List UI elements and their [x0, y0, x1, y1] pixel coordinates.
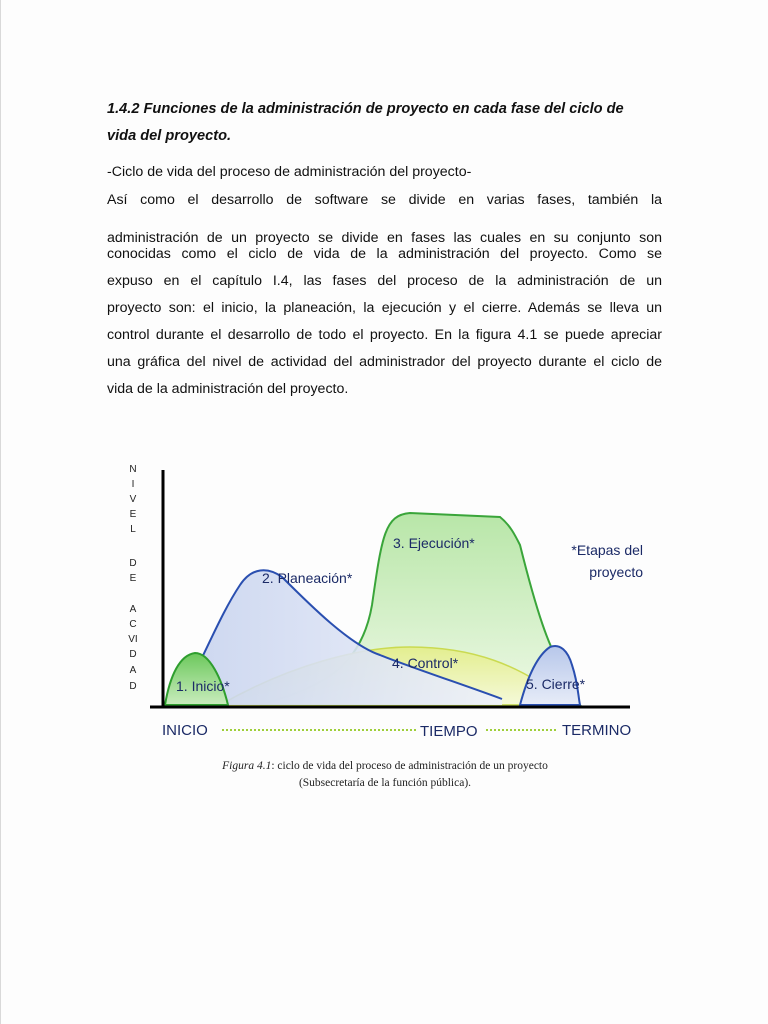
phase-label-control: 4. Control* — [392, 655, 459, 671]
x-label-middle: TIEMPO — [420, 723, 478, 740]
caption-text: : ciclo de vida del proceso de administración de un proyecto — [271, 760, 548, 772]
y-label-letter: D — [129, 558, 137, 569]
phase-label-ejecucion: 3. Ejecución* — [393, 535, 475, 551]
y-label-letter: E — [129, 573, 137, 584]
y-label-letter: C — [129, 619, 137, 630]
heading-line-2: vida del proyecto. — [107, 128, 232, 144]
y-label-letter: VI — [128, 634, 138, 645]
phase-label-planeacion: 2. Planeación* — [262, 570, 353, 586]
project-lifecycle-figure — [110, 455, 670, 755]
subheading: -Ciclo de vida del proceso de administración del proyecto- — [107, 164, 472, 180]
figure-caption-line-2: (Subsecretaría de la función pública). — [298, 777, 472, 789]
page-edge — [0, 0, 1, 1024]
paragraph-line: conocidas como el ciclo de vida de la administración del proyecto. Como se — [107, 246, 662, 262]
x-label-end: TERMINO — [562, 722, 632, 739]
figure-ref: Figura 4.1 — [222, 760, 272, 772]
section-heading — [107, 96, 662, 150]
y-label-letter: I — [131, 479, 135, 490]
y-label-letter: V — [129, 494, 137, 505]
y-label-letter: N — [129, 464, 137, 475]
phase-label-cierre: 5. Cierre* — [526, 676, 586, 692]
y-label-letter: D — [129, 681, 137, 692]
x-label-start: INICIO — [162, 722, 208, 739]
paragraph-line: expuso en el capítulo I.4, las fases del proceso de la administración de un — [107, 273, 662, 289]
phase-label-inicio: 1. Inicio* — [176, 678, 230, 694]
legend-line-1: *Etapas del — [571, 542, 643, 558]
paragraph-line: una gráfica del nivel de actividad del administrador del proyecto durante el ciclo de — [107, 354, 662, 370]
paragraph-line: control durante el desarrollo de todo el proyecto. En la figura 4.1 se puede apreciar — [107, 327, 662, 343]
y-axis-label — [128, 464, 137, 692]
y-label-letter: A — [129, 665, 137, 676]
paragraph-line: Así como el desarrollo de software se divide en varias fases, también la — [107, 192, 662, 208]
heading-line-1: 1.4.2 Funciones de la administración de proyecto en cada fase del ciclo de — [107, 101, 624, 117]
y-label-letter: L — [130, 524, 136, 535]
y-label-letter: D — [129, 649, 137, 660]
paragraph-line: administración de un proyecto se divide en fases las cuales en su conjunto son — [107, 230, 662, 246]
y-label-letter: E — [129, 509, 137, 520]
paragraph-line: vida de la administración del proyecto. — [107, 381, 349, 397]
legend-line-2: proyecto — [589, 564, 643, 580]
y-label-letter: A — [129, 604, 137, 615]
paragraph-line: proyecto son: el inicio, la planeación, la ejecución y el cierre. Además se lleva un — [107, 300, 662, 316]
figure-caption-line-1 — [150, 760, 620, 772]
